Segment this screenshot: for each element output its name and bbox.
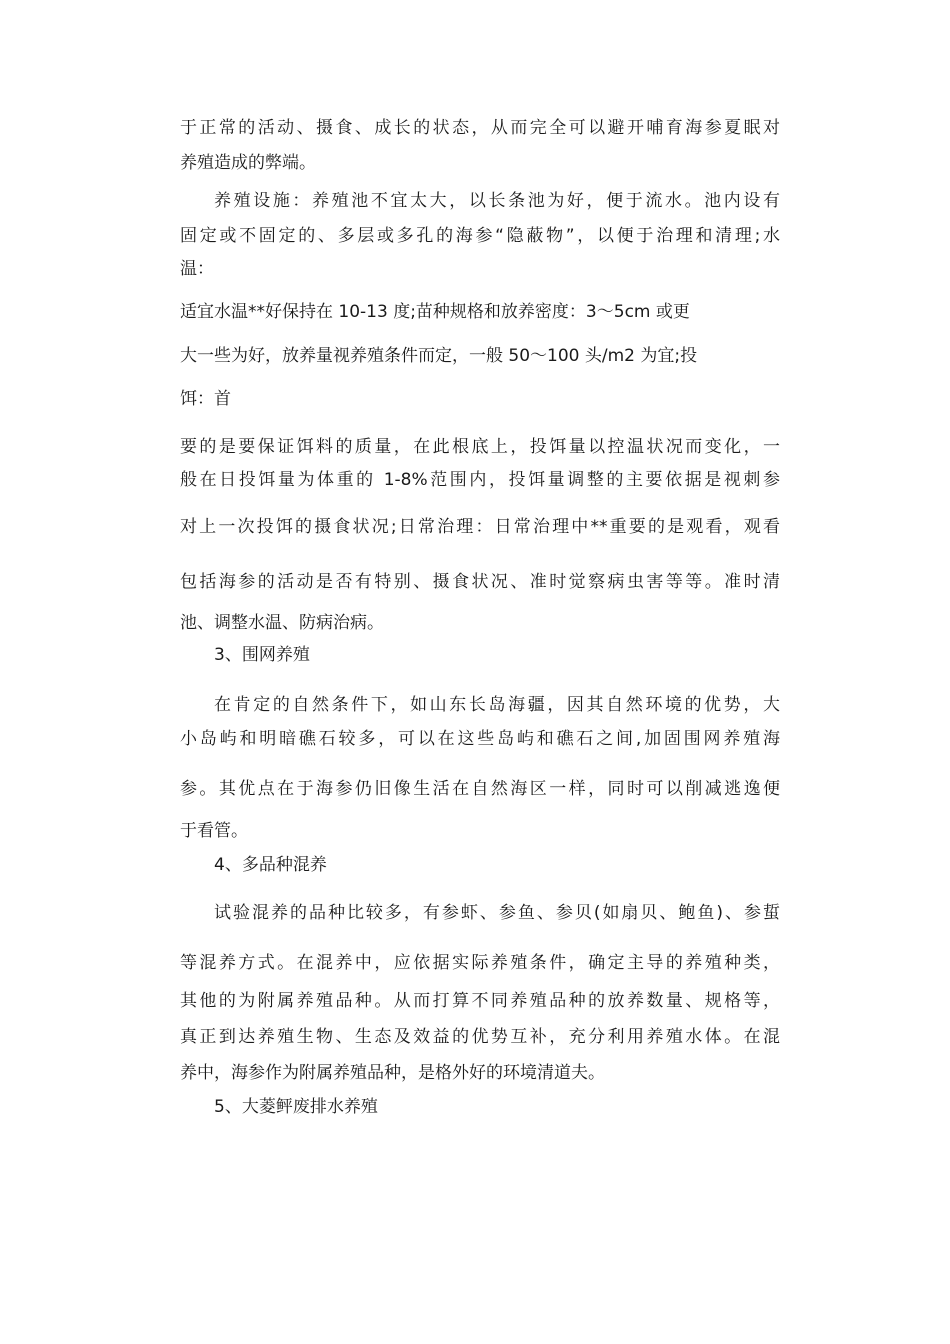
- paragraph-line: 养中，海参作为附属养殖品种，是格外好的环境清道夫。: [180, 1063, 605, 1083]
- paragraph-line: 小岛屿和明暗礁石较多，可以在这些岛屿和礁石之间,加固围网养殖海: [180, 729, 780, 749]
- paragraph-line: 要的是要保证饵料的质量，在此根底上，投饵量以控温状况而变化，一: [180, 437, 780, 457]
- section-heading: 4、多品种混养: [214, 855, 327, 875]
- paragraph-line: 参。其优点在于海参仍旧像生活在自然海区一样，同时可以削减逃逸便: [180, 779, 780, 799]
- paragraph-line: 大一些为好，放养量视养殖条件而定，一般 50～100 头/m2 为宜;投: [180, 346, 698, 366]
- section-heading: 3、围网养殖: [214, 645, 310, 665]
- section-heading: 5、大菱鲆废排水养殖: [214, 1097, 378, 1117]
- paragraph-line: 于正常的活动、摄食、成长的状态，从而完全可以避开哺育海参夏眠对: [180, 118, 780, 138]
- paragraph-line: 适宜水温**好保持在 10-13 度;苗种规格和放养密度：3～5cm 或更: [180, 302, 690, 322]
- paragraph-line: 般在日投饵量为体重的 1-8%范围内，投饵量调整的主要依据是视刺参: [180, 470, 780, 490]
- paragraph-line: 等混养方式。在混养中，应依据实际养殖条件，确定主导的养殖种类，: [180, 953, 780, 973]
- paragraph-line: 真正到达养殖生物、生态及效益的优势互补，充分利用养殖水体。在混: [180, 1027, 780, 1047]
- paragraph-line: 温：: [180, 259, 214, 279]
- paragraph-line: 对上一次投饵的摄食状况;日常治理：日常治理中**重要的是观看，观看: [180, 517, 780, 537]
- paragraph-line: 于看管。: [180, 821, 248, 841]
- paragraph-line: 其他的为附属养殖品种。从而打算不同养殖品种的放养数量、规格等，: [180, 991, 780, 1011]
- paragraph-line: 包括海参的活动是否有特别、摄食状况、准时觉察病虫害等等。准时清: [180, 572, 780, 592]
- paragraph-line: 养殖造成的弊端。: [180, 153, 316, 173]
- paragraph-line: 饵：首: [180, 389, 231, 409]
- paragraph-line: 固定或不固定的、多层或多孔的海参“隐蔽物”，以便于治理和清理;水: [180, 226, 780, 246]
- paragraph-line: 在肯定的自然条件下，如山东长岛海疆，因其自然环境的优势，大: [214, 695, 780, 715]
- paragraph-line: 试验混养的品种比较多，有参虾、参鱼、参贝(如扇贝、鲍鱼)、参蜇: [214, 903, 780, 923]
- paragraph-line: 养殖设施：养殖池不宜太大，以长条池为好，便于流水。池内设有: [214, 191, 780, 211]
- paragraph-line: 池、调整水温、防病治病。: [180, 613, 384, 633]
